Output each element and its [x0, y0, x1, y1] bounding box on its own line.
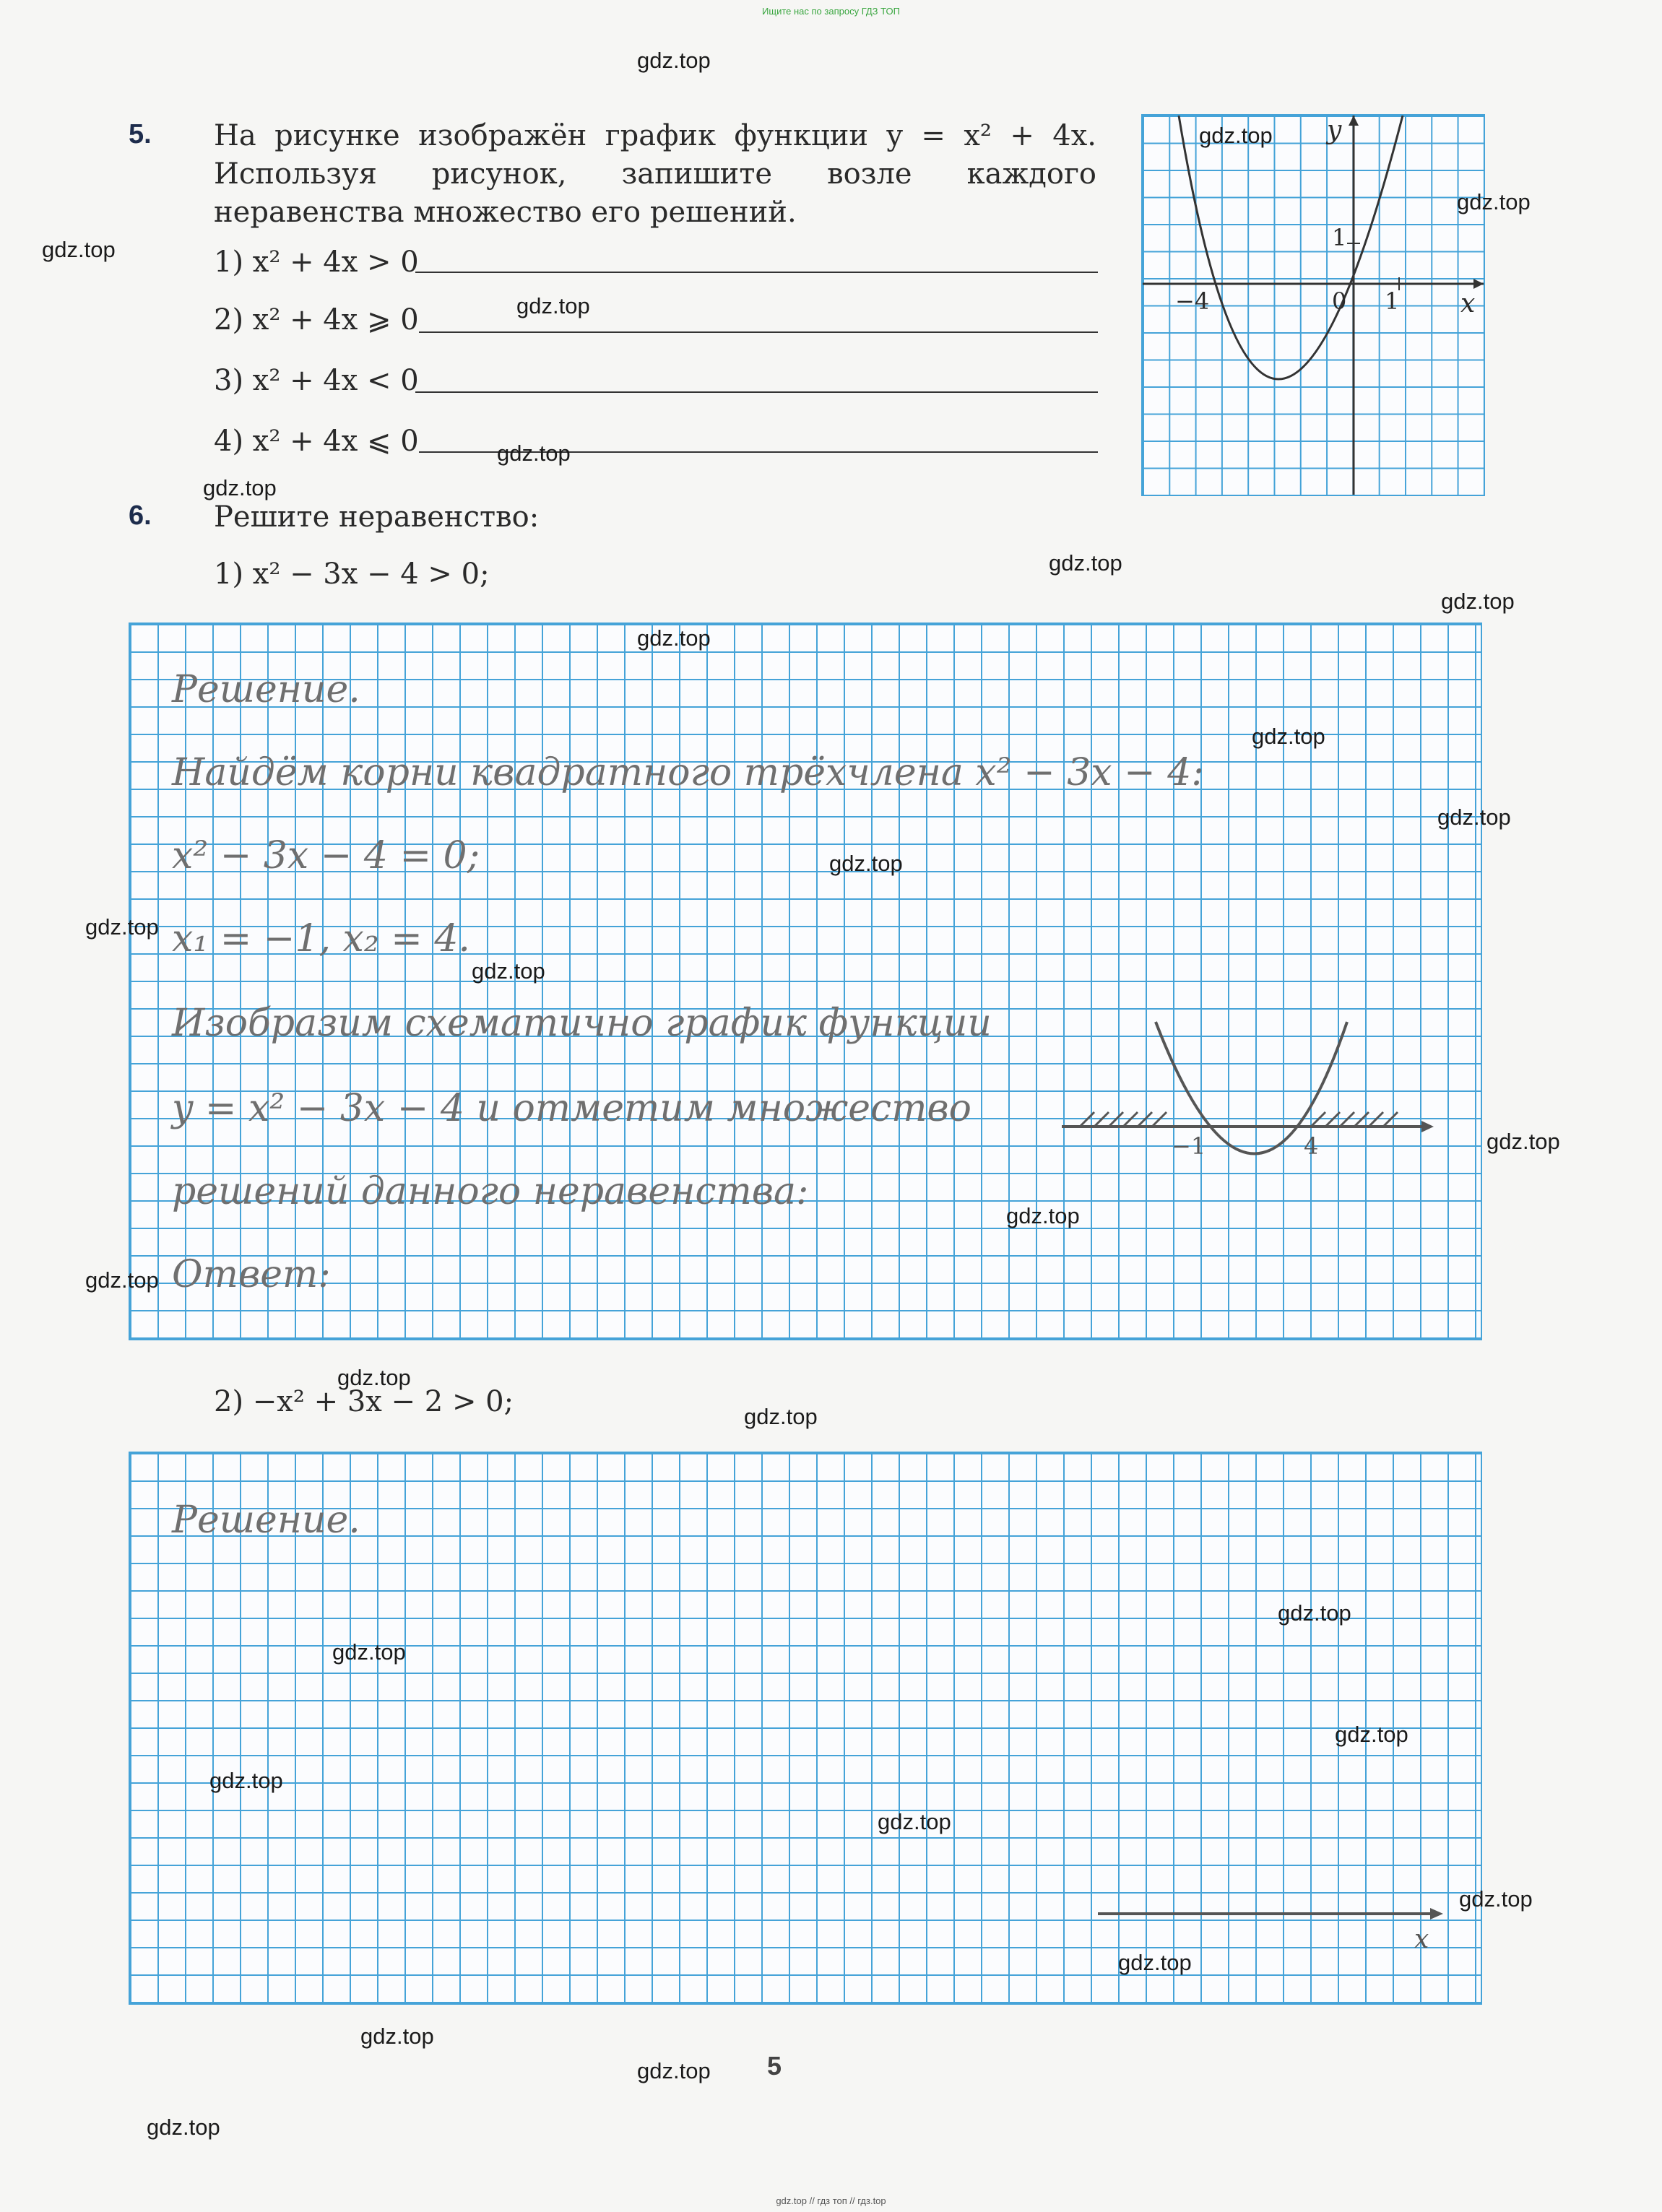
sol1-heading: Решение.	[172, 668, 360, 711]
watermark: gdz.top	[1486, 1129, 1560, 1154]
y-axis-label: y	[1327, 116, 1342, 145]
watermark: gdz.top	[1049, 550, 1122, 576]
sol1-line-5: Изобразим схематично график функции	[172, 1002, 992, 1045]
parabola-curve	[1179, 116, 1403, 379]
answer-line-2[interactable]	[419, 331, 1098, 333]
watermark: gdz.top	[516, 293, 590, 318]
x-axis-arrow	[1473, 279, 1484, 289]
watermark: gdz.top	[209, 1768, 283, 1793]
answer-line-1[interactable]	[415, 272, 1098, 273]
sketch-label-minus1: −1	[1172, 1132, 1206, 1160]
watermark: gdz.top	[472, 958, 545, 984]
watermark: gdz.top	[337, 1365, 411, 1390]
task-5-item-2: 2) x² + 4x ⩾ 0	[214, 303, 419, 337]
watermark: gdz.top	[1199, 123, 1273, 148]
watermark: gdz.top	[744, 1404, 818, 1429]
page-number: 5	[767, 2051, 782, 2081]
watermark: gdz.top	[85, 1267, 159, 1293]
task-5-item-4: 4) x² + 4x ⩽ 0	[214, 425, 419, 458]
watermark: gdz.top	[1118, 1950, 1192, 1975]
task-5-number: 5.	[129, 119, 152, 149]
footer-banner: gdz.top // гдз топ // гдз.top	[776, 2195, 886, 2206]
watermark: gdz.top	[497, 441, 571, 466]
task-5-item-3: 3) x² + 4x < 0	[214, 364, 419, 397]
sol1-line-3: x² − 3x − 4 = 0;	[172, 834, 480, 877]
origin-label: 0	[1332, 287, 1347, 315]
watermark: gdz.top	[878, 1809, 951, 1834]
sol2-number-line	[1098, 1899, 1445, 1928]
task-6-text: Решите неравенство:	[214, 500, 540, 534]
sketch-hatch-right	[1311, 1112, 1398, 1127]
watermark: gdz.top	[1441, 589, 1515, 614]
sol2-axis-label: x	[1414, 1925, 1429, 1954]
sol1-answer-label: Ответ:	[172, 1253, 331, 1296]
watermark: gdz.top	[1437, 804, 1511, 830]
watermark: gdz.top	[1006, 1203, 1080, 1228]
watermark: gdz.top	[637, 625, 711, 651]
watermark: gdz.top	[85, 914, 159, 940]
task-6-part-1: 1) x² − 3x − 4 > 0;	[214, 558, 490, 591]
watermark: gdz.top	[1252, 724, 1325, 749]
sol2-axis-arrow	[1430, 1908, 1443, 1920]
answer-line-3[interactable]	[415, 391, 1098, 393]
y-one-label: 1	[1332, 224, 1347, 251]
watermark: gdz.top	[42, 237, 116, 262]
x-one-label: 1	[1385, 287, 1400, 315]
task-5-item-1: 1) x² + 4x > 0	[214, 246, 419, 279]
sketch-x-arrow	[1421, 1121, 1434, 1132]
sketch-parabola-1	[1062, 1011, 1437, 1177]
minus-four-label: −4	[1175, 287, 1210, 315]
task-5-graph-grid	[1141, 114, 1485, 496]
sol1-line-6: y = x² − 3x − 4 и отметим множество	[172, 1087, 971, 1130]
y-axis-arrow	[1349, 116, 1359, 126]
task-6-part-2: 2) −x² + 3x − 2 > 0;	[214, 1385, 514, 1418]
top-banner: Ищите нас по запросу ГДЗ ТОП	[762, 6, 900, 17]
watermark: gdz.top	[360, 2024, 434, 2049]
task-6-number: 6.	[129, 500, 152, 531]
watermark: gdz.top	[1457, 189, 1531, 214]
x-axis-label: x	[1460, 289, 1476, 318]
watermark: gdz.top	[1459, 1886, 1533, 1912]
watermark: gdz.top	[1278, 1600, 1351, 1626]
sketch-hatch-left	[1080, 1112, 1167, 1127]
watermark: gdz.top	[332, 1639, 406, 1665]
watermark: gdz.top	[829, 851, 903, 876]
watermark: gdz.top	[147, 2115, 220, 2140]
sketch-label-four: 4	[1304, 1132, 1319, 1160]
task-5-text: На рисунке изображён график функции y = x² + 4x. Используя рисунок, запишите возле каждого неравенства множество его решений.	[214, 119, 1096, 229]
watermark: gdz.top	[637, 48, 711, 73]
sol1-line-4: x₁ = −1, x₂ = 4.	[172, 917, 470, 960]
sol1-line-7: решений данного неравенства:	[172, 1170, 809, 1213]
sol2-heading: Решение.	[172, 1498, 360, 1542]
watermark: gdz.top	[637, 2058, 711, 2083]
watermark: gdz.top	[1335, 1722, 1408, 1747]
watermark: gdz.top	[203, 475, 277, 500]
sol1-line-2: Найдём корни квадратного трёхчлена x² − 3x − 4:	[172, 751, 1204, 794]
